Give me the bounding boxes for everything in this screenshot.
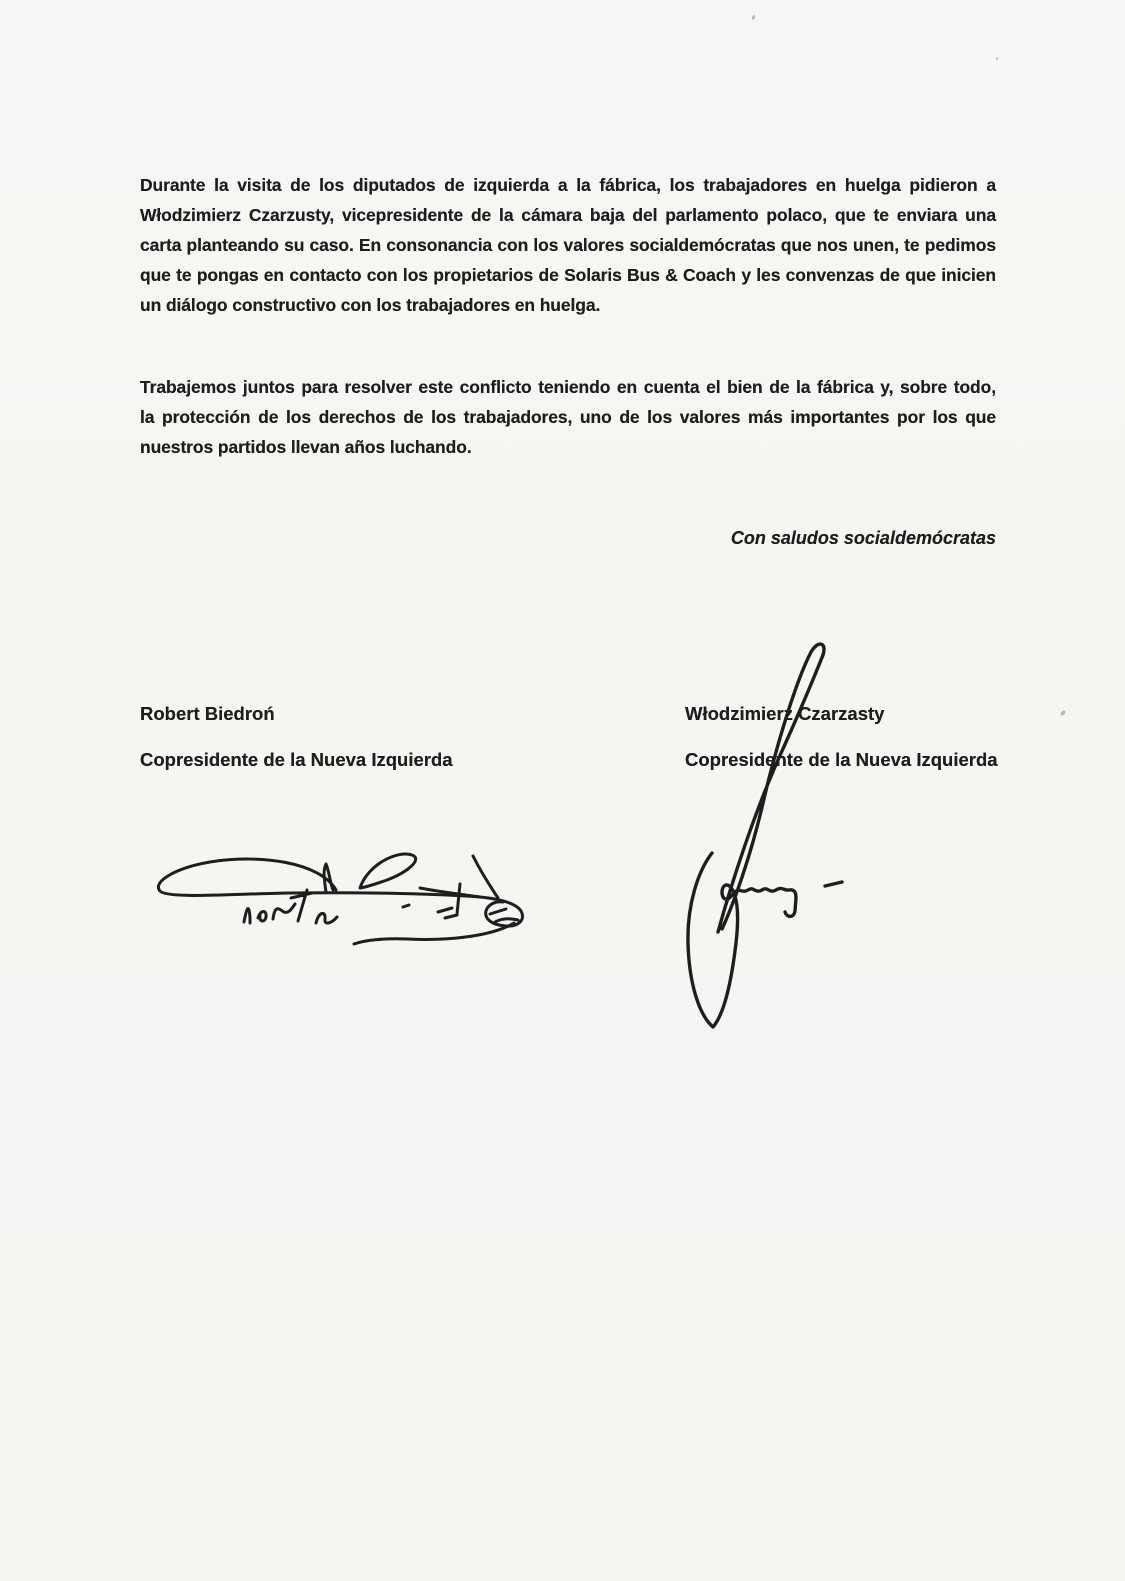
paragraph-2-line-1: Trabajemos juntos para resolver este conflicto teniendo en cuenta el bien de la fábrica y, sobre todo, xyxy=(140,377,996,397)
closing-salutation: Con saludos socialdemócratas xyxy=(730,528,996,548)
scan-speck xyxy=(996,57,998,60)
paragraph-2-line-2: la protección de los derechos de los trabajadores, uno de los valores más importantes por los que xyxy=(140,407,996,427)
paragraph-1-line-3: carta planteando su caso. En consonancia con los valores socialdemócratas que nos unen, te pedimos xyxy=(140,235,996,255)
paragraph-2-line-3: nuestros partidos llevan años luchando. xyxy=(140,437,472,457)
signature-robert-biedron xyxy=(140,826,580,961)
paragraph-1-line-4: que te pongas en contacto con los propietarios de Solaris Bus & Coach y les convenzas de que inicien xyxy=(140,265,996,285)
signatory-right-title: Copresidente de la Nueva Izquierda xyxy=(685,749,998,770)
signatory-left-title: Copresidente de la Nueva Izquierda xyxy=(140,749,453,770)
body-paragraph-1 xyxy=(140,170,996,320)
paragraph-1-line-2: Włodzimierz Czarzusty, vicepresidente de la cámara baja del parlamento polaco, que te enviara una xyxy=(140,205,996,225)
body-paragraph-2 xyxy=(140,372,996,462)
paragraph-1-line-1: Durante la visita de los diputados de izquierda a la fábrica, los trabajadores en huelga pidieron a xyxy=(140,175,996,195)
signatory-left-name: Robert Biedroń xyxy=(140,703,275,724)
paragraph-1-line-5: un diálogo constructivo con los trabajadores en huelga. xyxy=(140,295,601,315)
signatory-right-name: Włodzimierz Czarzasty xyxy=(685,703,885,724)
signature-wlodzimierz-czarzasty xyxy=(668,633,888,1043)
scan-speck xyxy=(751,15,756,21)
signatory-left xyxy=(140,702,570,772)
